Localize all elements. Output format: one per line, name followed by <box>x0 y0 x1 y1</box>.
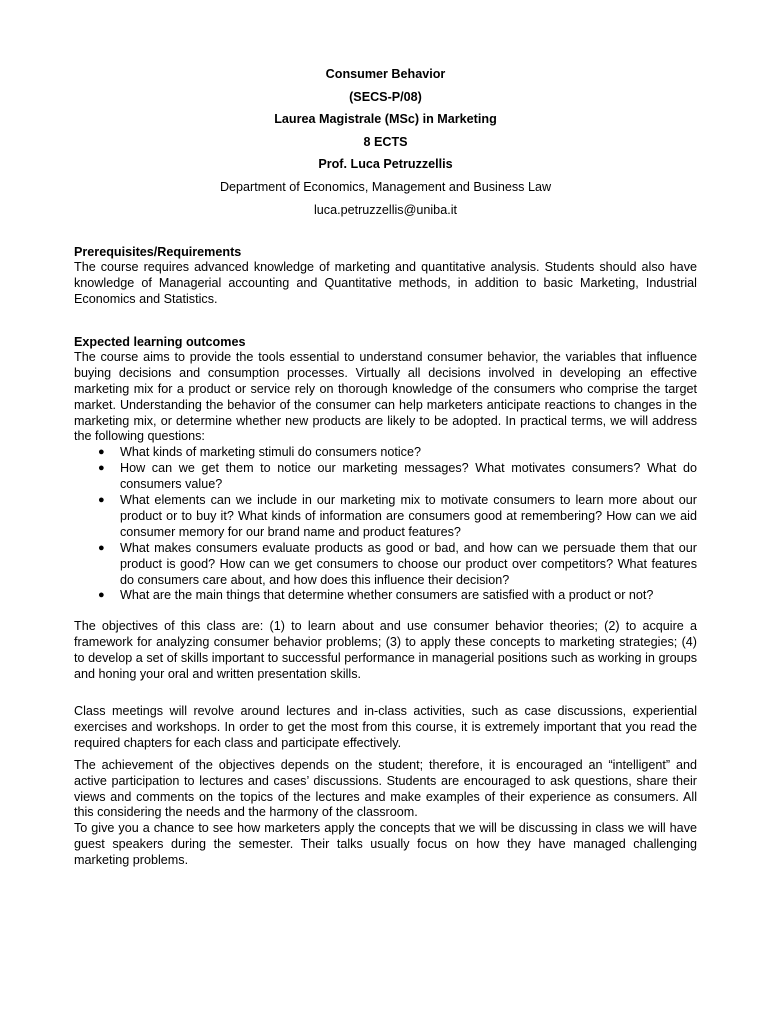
objectives-paragraph: The objectives of this class are: (1) to learn about and use consumer behavior theories; (2) to acquire a framework for analyzing consumer behavior problems; (3) to apply these concepts to marketing strategies; (4) to develop a set of skills important to successful performance in managerial positions such as working in groups and honing your oral and written presentation skills. <box>74 619 697 682</box>
question-text: What elements can we include in our marketing mix to motivate consumers to learn more about our product or to buy it? What kinds of information are consumers good at remembering? How can we aid consumer memory for our brand name and product features? <box>120 493 697 539</box>
prerequisites-section <box>74 244 697 308</box>
outcomes-title: Expected learning outcomes <box>74 334 246 349</box>
course-credits: 8 ECTS <box>363 134 408 149</box>
professor-email: luca.petruzzellis@uniba.it <box>314 202 457 217</box>
questions-list <box>74 445 697 604</box>
list-item <box>98 493 697 541</box>
prerequisites-title: Prerequisites/Requirements <box>74 245 242 260</box>
list-item <box>98 588 697 604</box>
professor-name: Prof. Luca Petruzzellis <box>318 157 453 172</box>
question-text: What makes consumers evaluate products as good or bad, and how can we persuade them that our product is good? How can we get consumers to choose our product over competitors? What features do consumers care about, and how does this influence their decision? <box>120 540 697 587</box>
course-title: Consumer Behavior <box>325 67 446 81</box>
guest-speakers-paragraph: To give you a chance to see how marketers apply the concepts that we will be discussing in class we will have guest speakers during the semester. Their talks usually focus on how they have managed challenging marketing problems. <box>74 821 697 868</box>
bullet-icon: ● <box>98 462 105 475</box>
class-meetings-paragraph: Class meetings will revolve around lectures and in-class activities, such as case discussions, experiential exercises and workshops. In order to get the most from this course, it is extremely important that you read the required chapters for each class and participate effectively. <box>74 704 697 750</box>
list-item <box>98 540 697 589</box>
bullet-icon: ● <box>98 494 105 507</box>
list-item <box>98 445 697 461</box>
bullet-icon: ● <box>98 541 105 554</box>
course-code: (SECS-P/08) <box>349 89 422 104</box>
document-header <box>74 63 697 221</box>
document-page <box>74 0 697 869</box>
outcomes-intro: The course aims to provide the tools essential to understand consumer behavior, the variables that influence buying decisions and consumption processes. Virtually all decisions involved in developing an effective marketing mix for a product or service rely on thorough knowledge of the consumers who comprise the target market. Understanding the behavior of the consumer can help marketers anticipate reactions to changes in the marketing mix, or determine whether new products are likely to be adopted. In practical terms, we will address the following questions: <box>74 349 697 444</box>
achievement-paragraph: The achievement of the objectives depends on the student; therefore, it is encouraged an “intelligent” and active participation to lectures and cases’ discussions. Students are encouraged to ask questions, share their views and comments on the topics of the lectures and make examples of their experience as consumers. All this considering the needs and the harmony of the classroom. <box>74 757 697 820</box>
department-name: Department of Economics, Management and Business Law <box>219 179 552 194</box>
prerequisites-text: The course requires advanced knowledge of marketing and quantitative analysis. Students should also have knowledge of Managerial accounting and Quantitative methods, in addition to basic Marketing, Industrial Economics and Statistics. <box>74 260 697 306</box>
question-text: What are the main things that determine whether consumers are satisfied with a product or not? <box>120 588 654 603</box>
bullet-icon: ● <box>98 589 105 602</box>
bullet-icon: ● <box>98 446 105 459</box>
list-item <box>98 461 697 493</box>
outcomes-section <box>74 334 697 605</box>
question-text: How can we get them to notice our marketing messages? What motivates consumers? What do consumers value? <box>120 461 697 492</box>
degree-program: Laurea Magistrale (MSc) in Marketing <box>274 112 497 127</box>
question-text: What kinds of marketing stimuli do consumers notice? <box>120 445 421 460</box>
